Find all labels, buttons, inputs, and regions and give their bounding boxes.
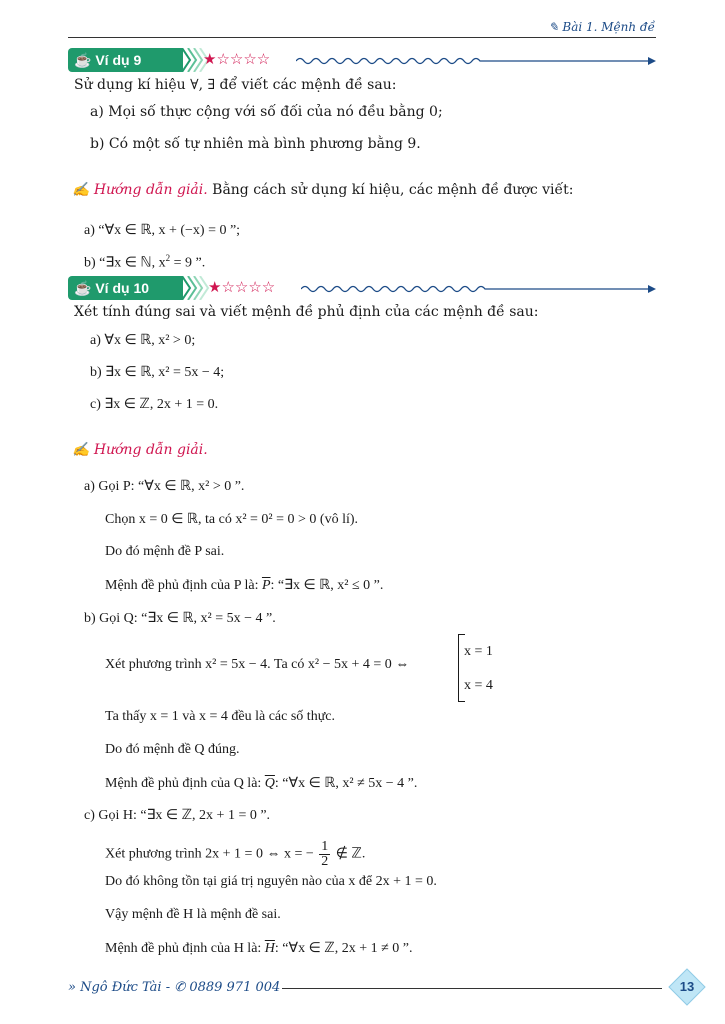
solution-9-heading: ✍ Hướng dẫn giải. Bằng cách sử dụng kí hiệu, các mệnh đề được viết: (72, 182, 574, 198)
chevrons-decoration (180, 276, 210, 300)
example-9-item-b: b) Có một số tự nhiên mà bình phương bằng 9. (90, 136, 421, 152)
root-2: x = 4 (464, 678, 493, 693)
pencil-icon: ✍ (72, 442, 90, 458)
cup-icon: ☕ (74, 52, 92, 68)
solution-10-heading: ✍ Hướng dẫn giải. (72, 442, 208, 458)
example-10-item-c: c) ∃x ∈ ℤ, 2x + 1 = 0. (90, 397, 219, 412)
solution-b-line-1: b) Gọi Q: “∃x ∈ ℝ, x² = 5x − 4 ”. (84, 611, 276, 626)
example-10-item-b: b) ∃x ∈ ℝ, x² = 5x − 4; (90, 365, 225, 380)
edit-icon: ✎ (548, 20, 559, 34)
example-10-item-a: a) ∀x ∈ ℝ, x² > 0; (90, 333, 196, 348)
example-10-intro: Xét tính đúng sai và viết mệnh đề phủ định của các mệnh đề sau: (74, 304, 539, 320)
solution-a-line-2: Chọn x = 0 ∈ ℝ, ta có x² = 0² = 0 > 0 (vô lí). (105, 512, 359, 527)
phone-icon: ✆ (174, 980, 186, 995)
solution-c-line-2: Xét phương trình 2x + 1 = 0 ⇔ x = − $\frac{1}{2}$ ∉ ℤ. (105, 839, 366, 869)
solution-a-line-1: a) Gọi P: “∀x ∈ ℝ, x² > 0 ”. (84, 479, 245, 494)
solution-a-line-3: Do đó mệnh đề P sai. (105, 544, 225, 559)
wavy-line-decoration (301, 282, 656, 296)
solution-b-line-5: Mệnh đề phủ định của Q là: $\overline{Q}$: “∀x ∈ ℝ, x² ≠ 5x − 4 ”. (105, 776, 418, 791)
pencil-icon: ✍ (72, 182, 90, 198)
chapter-title: ✎ Bài 1. Mệnh đề (548, 20, 655, 34)
page-number: 13 (679, 979, 695, 994)
fraction: $\frac{1}{2}$ (321, 839, 329, 869)
footer-author: » Ngô Đức Tài - ✆ 0889 971 004 (68, 980, 281, 995)
example-badge: ☕ Ví dụ 10 (68, 276, 183, 300)
solution-b-line-2: Xét phương trình x² = 5x − 4. Ta có x² − 5x + 4 = 0 ⇔ (105, 657, 410, 672)
root-1: x = 1 (464, 644, 493, 659)
example-9-item-a: a) Mọi số thực cộng với số đối của nó đều bằng 0; (90, 104, 443, 120)
header-rule (68, 37, 656, 38)
solution-b-line-4: Do đó mệnh đề Q đúng. (105, 742, 240, 757)
solution-a-line-4: Mệnh đề phủ định của P là: $\overline{P}$: “∃x ∈ ℝ, x² ≤ 0 ”. (105, 578, 384, 593)
solution-c-line-4: Vậy mệnh đề H là mệnh đề sai. (105, 907, 281, 922)
footer-rule (282, 988, 662, 989)
solution-9-a: a) “∀x ∈ ℝ, x + (−x) = 0 ”; (84, 223, 241, 238)
example-9-intro: Sử dụng kí hiệu ∀, ∃ để viết các mệnh đề sau: (74, 77, 397, 93)
solution-c-line-5: Mệnh đề phủ định của H là: $\overline{H}$: “∀x ∈ ℤ, 2x + 1 ≠ 0 ”. (105, 941, 413, 956)
cup-icon: ☕ (74, 280, 92, 296)
difficulty-stars: ★☆☆☆☆ (203, 50, 271, 68)
wavy-line-decoration (296, 54, 656, 68)
solution-9-b: b) “∃x ∈ ℕ, $x^2 = 9$ ”. (84, 253, 206, 271)
solution-c-line-1: c) Gọi H: “∃x ∈ ℤ, 2x + 1 = 0 ”. (84, 808, 271, 823)
solution-c-line-3: Do đó không tồn tại giá trị nguyên nào của x để 2x + 1 = 0. (105, 874, 437, 889)
example-badge: ☕ Ví dụ 9 (68, 48, 183, 72)
difficulty-stars: ★☆☆☆☆ (208, 278, 276, 296)
solution-b-line-3: Ta thấy x = 1 và x = 4 đều là các số thực. (105, 709, 335, 724)
